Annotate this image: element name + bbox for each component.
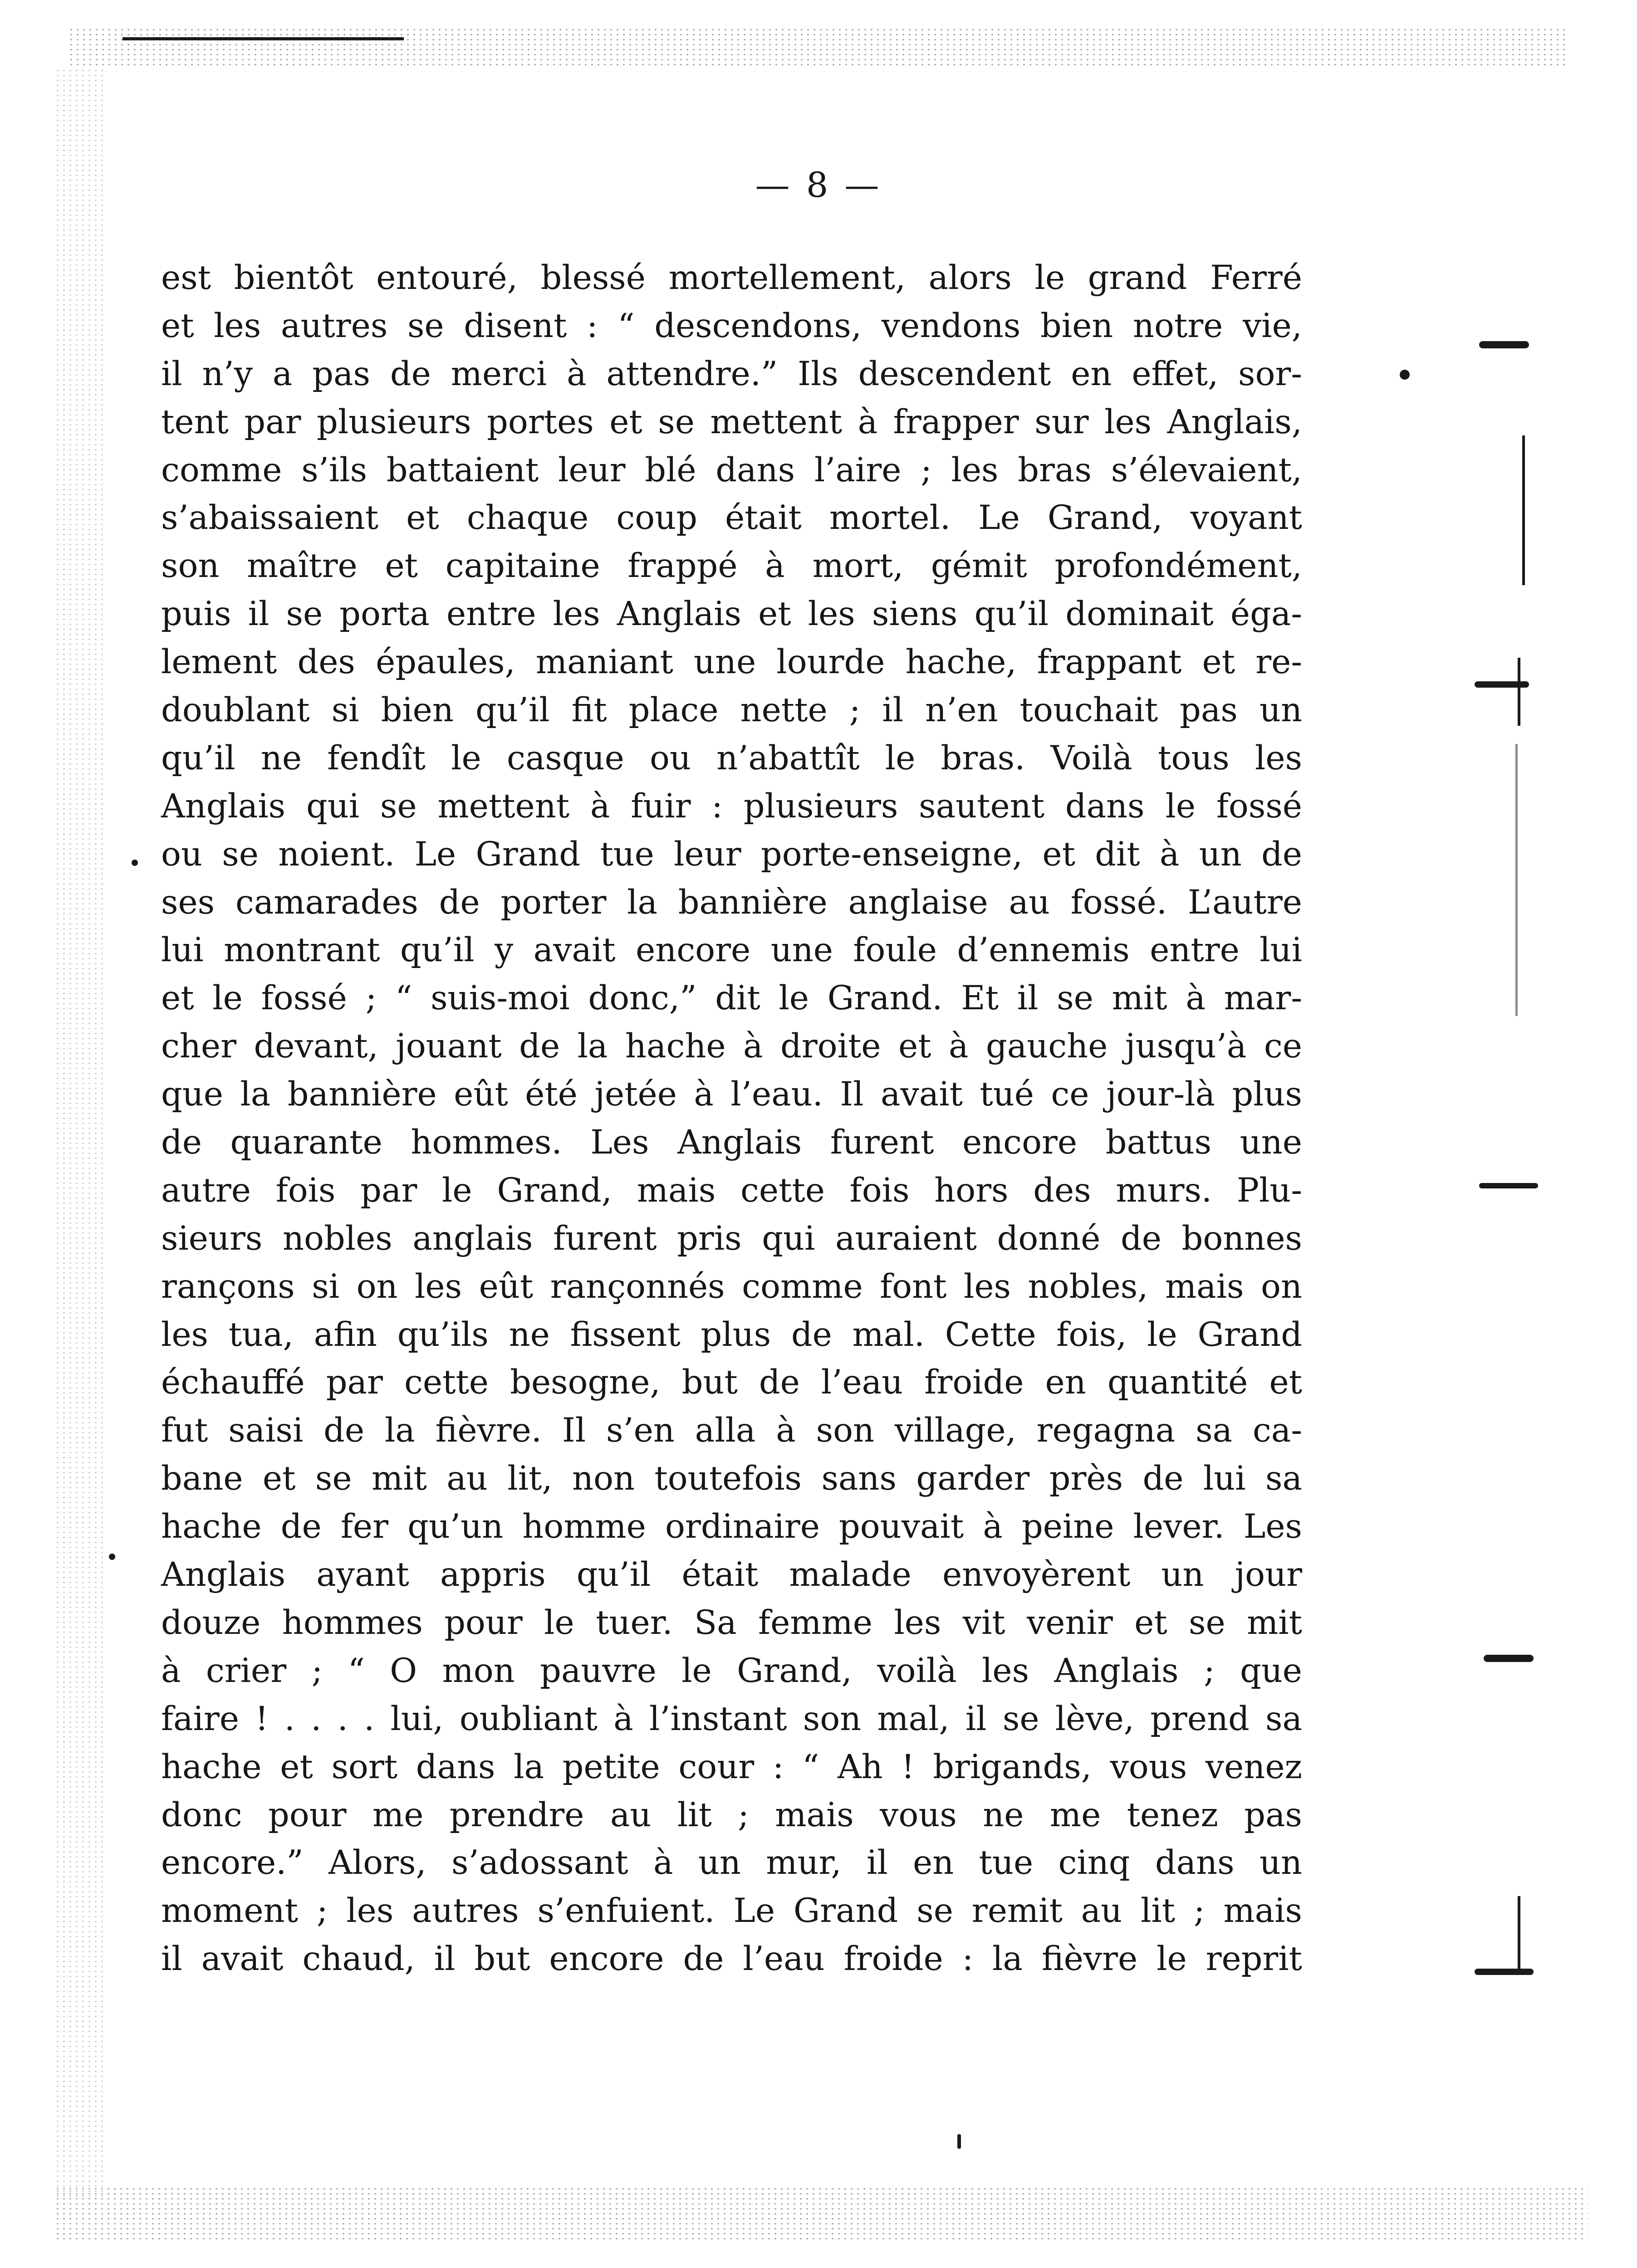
text-line: bane et se mit au lit, non toutefois sans garder près de lui sa: [161, 1459, 1302, 1498]
text-line: douze hommes pour le tuer. Sa femme les vit venir et se mit: [161, 1603, 1302, 1642]
text-line: à crier ; “ O mon pauvre le Grand, voilà les Anglais ; que: [161, 1651, 1302, 1690]
body-text: [161, 254, 1302, 1983]
right-margin-speck-1: [1400, 370, 1410, 380]
text-line: sieurs nobles anglais furent pris qui auraient donné de bonnes: [161, 1219, 1302, 1258]
right-margin-rule-2: [1518, 658, 1520, 726]
right-margin-mark-5: [1475, 1969, 1534, 1975]
right-margin-rule-1: [1522, 435, 1525, 585]
right-margin-mark-3: [1479, 1183, 1538, 1188]
text-line: s’abaissaient et chaque coup était mortel. Le Grand, voyant: [161, 499, 1302, 538]
right-margin-mark-4: [1484, 1655, 1534, 1662]
text-line: fut saisi de la fièvre. Il s’en alla à son village, regagna sa ca-: [161, 1411, 1302, 1450]
text-line: qu’il ne fendît le casque ou n’abattît le bras. Voilà tous les: [161, 738, 1302, 777]
text-line: échauffé par cette besogne, but de l’eau froide en quantité et: [161, 1363, 1302, 1402]
left-edge-noise: [54, 68, 104, 2200]
text-line: autre fois par le Grand, mais cette fois hors des murs. Plu-: [161, 1171, 1302, 1210]
right-margin-mark-1: [1479, 341, 1529, 348]
text-line: les tua, afin qu’ils ne fissent plus de mal. Cette fois, le Grand: [161, 1315, 1302, 1354]
text-line: et les autres se disent : “ descendons, vendons bien notre vie,: [161, 306, 1302, 345]
page-number: — 8 —: [755, 165, 882, 205]
text-line: Anglais ayant appris qu’il était malade envoyèrent un jour: [161, 1555, 1302, 1594]
text-line: que la bannière eût été jetée à l’eau. Il avait tué ce jour-là plus: [161, 1075, 1302, 1114]
text-line: de quarante hommes. Les Anglais furent encore battus une: [161, 1123, 1302, 1162]
text-line: il avait chaud, il but encore de l’eau froide : la fièvre le reprit: [161, 1940, 1302, 1979]
text-line: lement des épaules, maniant une lourde hache, frappant et re-: [161, 643, 1302, 682]
left-margin-speck-2: [109, 1554, 115, 1560]
text-line: rançons si on les eût rançonnés comme font les nobles, mais on: [161, 1267, 1302, 1306]
text-line: son maître et capitaine frappé à mort, gémit profondément,: [161, 547, 1302, 586]
left-margin-speck-1: [132, 860, 138, 866]
text-line: est bientôt entouré, blessé mortellement, alors le grand Ferré: [161, 259, 1302, 297]
text-line: doublant si bien qu’il fit place nette ; il n’en touchait pas un: [161, 691, 1302, 730]
bottom-edge-noise: [54, 2186, 1588, 2241]
text-line: hache et sort dans la petite cour : “ Ah ! brigands, vous venez: [161, 1747, 1302, 1786]
text-line: hache de fer qu’un homme ordinaire pouvait à peine lever. Les: [161, 1507, 1302, 1546]
text-line: moment ; les autres s’enfuient. Le Grand se remit au lit ; mais: [161, 1892, 1302, 1931]
text-line: Anglais qui se mettent à fuir : plusieurs sautent dans le fossé: [161, 787, 1302, 826]
bottom-speck: [957, 2134, 961, 2149]
text-line: faire ! . . . . lui, oubliant à l’instant son mal, il se lève, prend sa: [161, 1699, 1302, 1738]
right-margin-rule-3: [1515, 744, 1518, 1016]
text-line: comme s’ils battaient leur blé dans l’aire ; les bras s’élevaient,: [161, 450, 1302, 489]
text-line: tent par plusieurs portes et se mettent à frapper sur les Anglais,: [161, 402, 1302, 441]
text-line: et le fossé ; “ suis-moi donc,” dit le Grand. Et il se mit à mar-: [161, 979, 1302, 1018]
text-line: cher devant, jouant de la hache à droite et à gauche jusqu’à ce: [161, 1027, 1302, 1066]
text-line: encore.” Alors, s’adossant à un mur, il en tue cinq dans un: [161, 1843, 1302, 1882]
text-line: lui montrant qu’il y avait encore une foule d’ennemis entre lui: [161, 931, 1302, 970]
text-line: puis il se porta entre les Anglais et les siens qu’il dominait éga-: [161, 595, 1302, 634]
text-line: ses camarades de porter la bannière anglaise au fossé. L’autre: [161, 883, 1302, 922]
text-line: donc pour me prendre au lit ; mais vous ne me tenez pas: [161, 1795, 1302, 1834]
right-margin-mark-2: [1475, 681, 1529, 688]
top-edge-noise: [68, 27, 1565, 68]
top-edge-rule: [123, 37, 404, 40]
right-margin-rule-4: [1518, 1896, 1520, 1973]
text-line: ou se noient. Le Grand tue leur porte-enseigne, et dit à un de: [161, 835, 1302, 874]
text-line: il n’y a pas de merci à attendre.” Ils descendent en effet, sor-: [161, 354, 1302, 393]
